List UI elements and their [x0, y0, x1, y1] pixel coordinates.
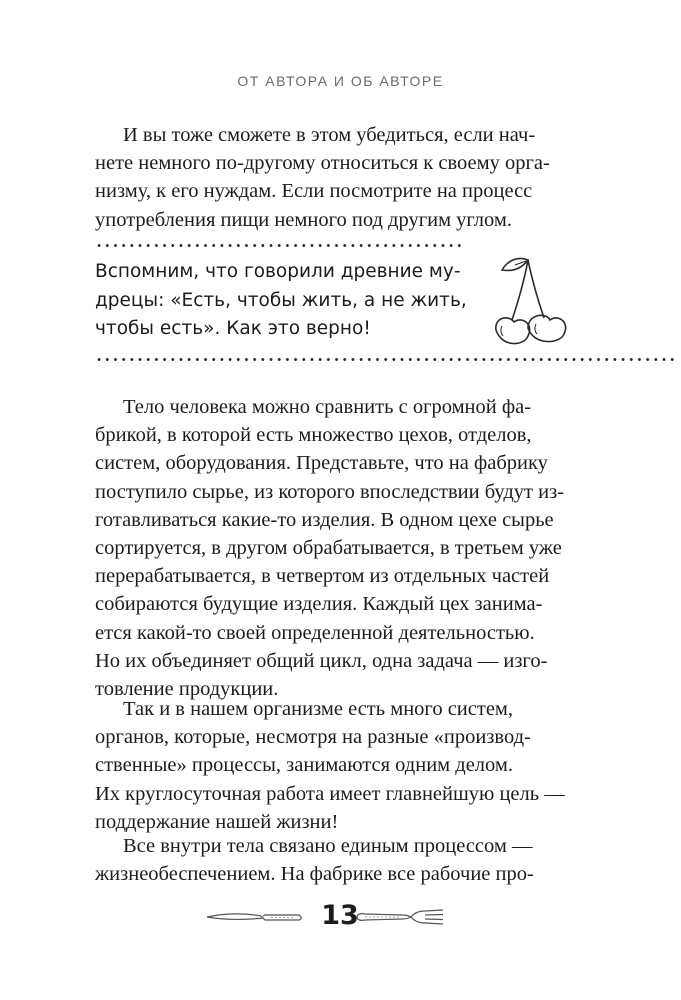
running-header: ОТ АВТОРА И ОБ АВТОРЕ	[237, 73, 444, 89]
text-line: жизнеобеспечением. На фабрике все рабочие про-	[95, 863, 534, 886]
text-line: Так и в нашем организме есть много систем,	[123, 698, 514, 720]
text-line: сортируется, в другом обрабатывается, в третьем уже	[95, 537, 562, 560]
intro-paragraph	[95, 121, 560, 234]
text-line: Все внутри тела связано единым процессом —	[123, 835, 533, 857]
quote-line: чтобы есть». Как это верно!	[95, 318, 371, 339]
dotted-rule-top	[95, 244, 465, 247]
text-line: перерабатывается, в четвертом из отдельных частей	[95, 565, 550, 588]
text-line: низму, к его нуждам. Если посмотрите на процесс	[95, 180, 533, 203]
body-paragraph-3	[95, 832, 560, 888]
text-line: органов, которые, несмотря на разные «производ-	[95, 726, 531, 749]
quote-line: Вспомним, что говорили древние му-	[95, 261, 461, 282]
text-line: товление продукции.	[95, 678, 279, 701]
quote-block	[95, 258, 475, 344]
text-line: ственные» процессы, занимаются одним делом.	[95, 754, 513, 777]
text-line: Их круглосуточная работа имеет главнейшую цель —	[95, 782, 565, 805]
body-paragraph-1	[95, 393, 565, 703]
text-line: ется какой-то своей определенной деятельностью.	[95, 621, 535, 644]
page-footer	[0, 898, 681, 938]
text-line: употребления пищи немного под другим углом.	[95, 208, 512, 231]
page-number: 13	[321, 900, 359, 931]
text-line: Но их объединяет общий цикл, одна задача — изго-	[95, 649, 548, 672]
text-line: поддержание нашей жизни!	[95, 810, 339, 833]
cherry-icon	[488, 252, 573, 352]
text-line: Тело человека можно сравнить с огромной фа-	[123, 396, 532, 418]
body-paragraph-2	[95, 695, 565, 836]
text-line: И вы тоже сможете в этом убедиться, если нач-	[123, 124, 536, 146]
text-line: нете немного по-другому относиться к своему орга-	[95, 152, 550, 175]
dotted-rule-bottom	[95, 358, 675, 361]
text-line: собираются будущие изделия. Каждый цех занима-	[95, 593, 543, 616]
fork-icon	[355, 906, 445, 928]
text-line: брикой, в которой есть множество цехов, отделов,	[95, 424, 532, 447]
quote-line: дрецы: «Есть, чтобы жить, а не жить,	[95, 289, 467, 311]
text-line: готавливаться какие-то изделия. В одном цехе сырье	[95, 508, 554, 531]
text-line: поступило сырье, из которого впоследствии будут из-	[95, 480, 565, 503]
knife-icon	[205, 908, 303, 926]
text-line: систем, оборудования. Представьте, что на фабрику	[95, 452, 548, 475]
